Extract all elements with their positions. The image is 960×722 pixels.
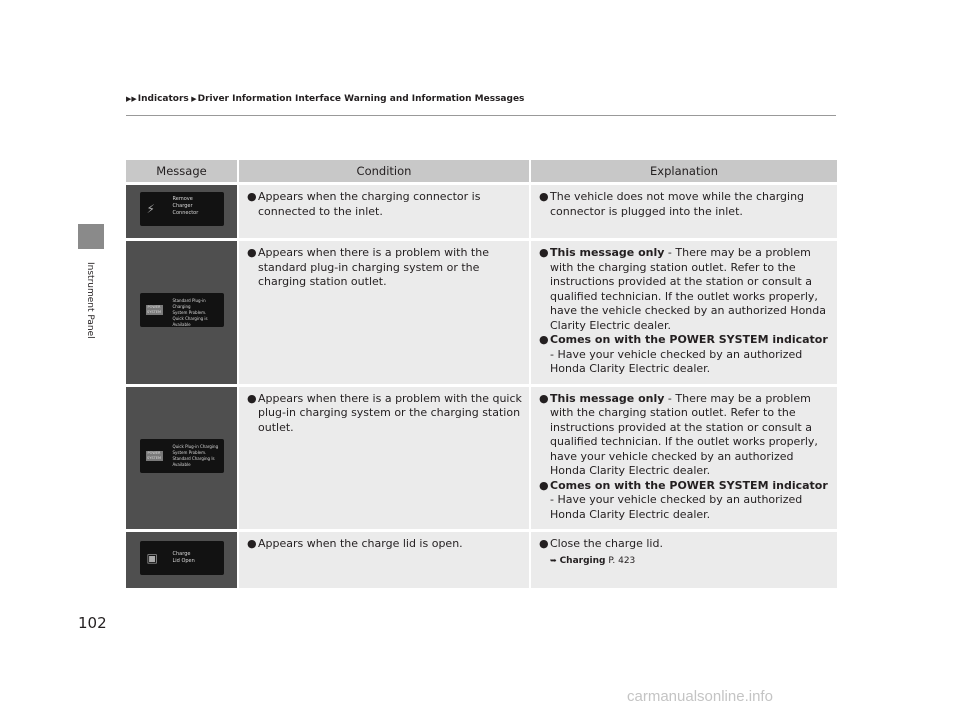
standard-charging-problem-screen [140,293,224,327]
condition-cell [237,532,529,588]
screen-text-line: Quick Plug-in Charging [172,443,219,449]
screen-text-line: Standard Charging Is [172,455,215,461]
explanation-text: The vehicle does not move while the charging connector is plugged into the inlet. [550,190,805,218]
bullet-icon: ● [539,391,549,405]
bullet-icon: ● [247,537,257,550]
bullet-icon: ● [247,190,257,203]
condition-text: Appears when there is a problem with the quick plug-in charging system or the charging station outlet. [258,391,522,434]
condition-text: Appears when there is a problem with the standard plug-in charging system or the charging station outlet. [258,246,489,288]
table-header-row [126,160,837,182]
bullet-icon: ● [247,246,257,259]
condition-text: Appears when the charge lid is open. [258,537,463,550]
watermark: carmanualsonline.info [627,688,773,705]
reference-arrow-icon: ➥ [550,555,557,565]
screen-text-line: Connector [172,210,199,217]
breadcrumb-item[interactable]: Driver Information Interface Warning and Information Messages [197,94,525,104]
explanation-text: - There may be a problem with the charging station outlet. Refer to the instructions provided at the station or consult a qualified technician. If the outlet works properly, have the vehicle checked by an authorized Honda Clarity Electric dealer. [550,246,826,332]
message-image-cell [126,241,237,384]
explanation-bold-lead: This message only [550,246,665,259]
screen-text-line: Standard Plug-in Charging [172,298,206,309]
table-row [126,532,837,588]
explanation-text: - Have your vehicle checked by an authorized Honda Clarity Electric dealer. [550,493,803,521]
page-reference[interactable] [550,554,831,569]
explanation-cell [529,387,837,530]
bullet-icon: ● [539,478,549,492]
explanation-text: Close the charge lid. [550,537,663,550]
condition-cell [237,387,529,530]
explanation-bold-lead: Comes on with the POWER SYSTEM indicator [550,478,828,492]
message-image-cell [126,185,237,238]
section-side-label: Instrument Panel [85,262,95,339]
condition-text: Appears when the charging connector is connected to the inlet. [258,190,481,218]
explanation-cell [529,185,837,238]
quick-charging-problem-screen [140,439,224,473]
explanation-bold-lead: Comes on with the POWER SYSTEM indicator [550,333,828,346]
breadcrumb-arrow-icon: ▶ [188,95,197,103]
table-row [126,241,837,384]
explanation-cell [529,241,837,384]
screen-text-line: Available [172,461,191,467]
charger-plug-icon: ⚡ [146,202,155,217]
screen-text-line: Quick Charging is [172,316,208,321]
bullet-icon: ● [539,537,549,550]
bullet-icon: ● [539,190,549,203]
screen-text-line: Available [172,322,191,327]
message-image-cell [126,387,237,530]
bullet-icon: ● [539,333,549,346]
explanation-text: - There may be a problem with the charging station outlet. Refer to the instructions provided at the station or consult a qualified technician. If the outlet works properly, have your vehicle checked by an authorized Honda Clarity Electric dealer. [550,391,818,477]
explanation-bold-lead: This message only [550,391,665,405]
remove-charger-connector-screen [140,192,224,226]
power-system-icon: POWER SYSTEM [147,305,161,314]
screen-text-line: Lid Open [172,557,195,564]
message-image-cell [126,532,237,588]
message-table [126,157,837,591]
breadcrumb [126,94,524,104]
charge-lid-icon: ▣ [146,550,158,565]
page-number: 102 [78,614,107,632]
column-header-explanation: Explanation [529,160,837,182]
screen-text-line: Charger [172,203,193,210]
power-system-icon: POWER SYSTEM [147,450,161,460]
breadcrumb-item[interactable]: Indicators [137,94,189,104]
explanation-text: - Have your vehicle checked by an authorized Honda Clarity Electric dealer. [550,347,803,375]
reference-label[interactable]: Charging [559,555,606,566]
header-divider [126,115,836,116]
breadcrumb-arrow-icon: ▶▶ [126,95,137,103]
explanation-cell [529,532,837,588]
condition-cell [237,185,529,238]
bullet-icon: ● [247,391,257,405]
screen-text-line: Charge [172,550,191,557]
column-header-message: Message [126,160,237,182]
column-header-condition: Condition [237,160,529,182]
screen-text-line: System Problem. [172,310,207,315]
reference-page: P. 423 [608,555,636,566]
section-tab-marker [78,224,104,249]
table-row [126,185,837,238]
charge-lid-open-screen [140,541,224,575]
table-row [126,387,837,530]
bullet-icon: ● [539,246,549,259]
screen-text-line: Remove [172,196,193,203]
screen-text-line: System Problem. [172,449,207,455]
condition-cell [237,241,529,384]
